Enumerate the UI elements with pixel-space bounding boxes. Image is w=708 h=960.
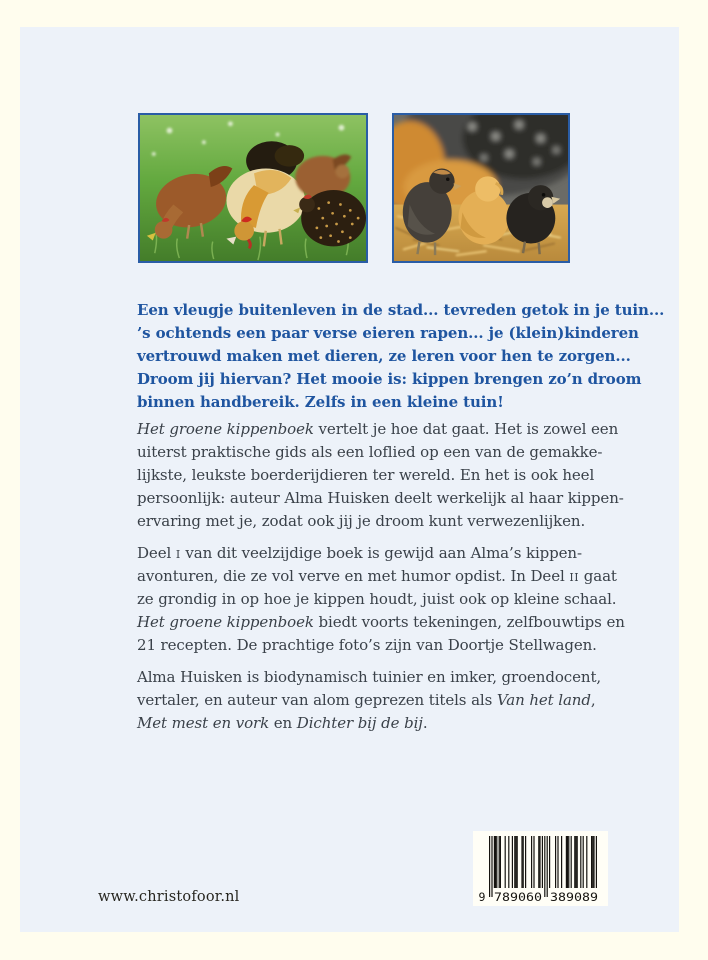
text-line: uiterst praktische gids als een loflied op een van de gemakke- — [137, 443, 603, 461]
intro-line: Een vleugje buitenleven in de stad... tevreden getok in je tuin... — [137, 301, 665, 319]
text-line: ervaring met je, zodat ook jij je droom kunt verwezenlijken. — [137, 512, 586, 530]
intro-blurb — [137, 299, 664, 414]
text-line: Het groene kippenboek vertelt je hoe dat gaat. Het is zowel een — [137, 420, 619, 438]
barcode-graphic — [473, 831, 608, 906]
publisher-website: www.christofoor.nl — [98, 889, 240, 905]
body-paragraph — [137, 542, 625, 657]
photo-row — [138, 113, 570, 263]
intro-line: ’s ochtends een paar verse eieren rapen... je (klein)kinderen — [137, 324, 639, 342]
barcode-digits-right: 389089 — [550, 890, 599, 904]
text-line: Deel i van dit veelzijdige boek is gewijd aan Alma’s kippen- — [137, 544, 582, 562]
back-cover — [20, 27, 679, 932]
photo-chicks-straw — [392, 113, 570, 263]
text-line: Alma Huisken is biodynamisch tuinier en imker, groendocent, — [137, 668, 602, 686]
text-line: Het groene kippenboek biedt voorts tekeningen, zelfbouwtips en — [137, 613, 625, 631]
text-line: avonturen, die ze vol verve en met humor opdist. In Deel ii gaat — [137, 567, 617, 585]
barcode-digit-first: 9 — [478, 890, 486, 904]
chicks-straw-illustration — [394, 115, 568, 261]
text-line: persoonlijk: auteur Alma Huisken deelt werkelijk al haar kippen- — [137, 489, 624, 507]
text-line: lijkste, leukste boerderijdieren ter wereld. En het is ook heel — [137, 466, 595, 484]
text-line: vertaler, en auteur van alom geprezen titels als Van het land, — [137, 691, 596, 709]
photo-chickens-grass — [138, 113, 368, 263]
body-text — [137, 418, 625, 744]
intro-line: Droom jij hiervan? Het mooie is: kippen brengen zo’n droom — [137, 370, 642, 388]
body-paragraph — [137, 666, 625, 735]
intro-line: binnen handbereik. Zelfs in een kleine tuin! — [137, 393, 504, 411]
barcode-digits-left: 789060 — [494, 890, 543, 904]
text-line: ze grondig in op hoe je kippen houdt, juist ook op kleine schaal. — [137, 590, 617, 608]
intro-line: vertrouwd maken met dieren, ze leren voor hen te zorgen... — [137, 347, 631, 365]
isbn-barcode — [473, 831, 608, 906]
text-line: Met mest en vork en Dichter bij de bij. — [137, 714, 428, 732]
body-paragraph — [137, 418, 625, 533]
text-line: 21 recepten. De prachtige foto’s zijn van Doortje Stellwagen. — [137, 636, 597, 654]
chickens-grass-illustration — [140, 115, 366, 261]
